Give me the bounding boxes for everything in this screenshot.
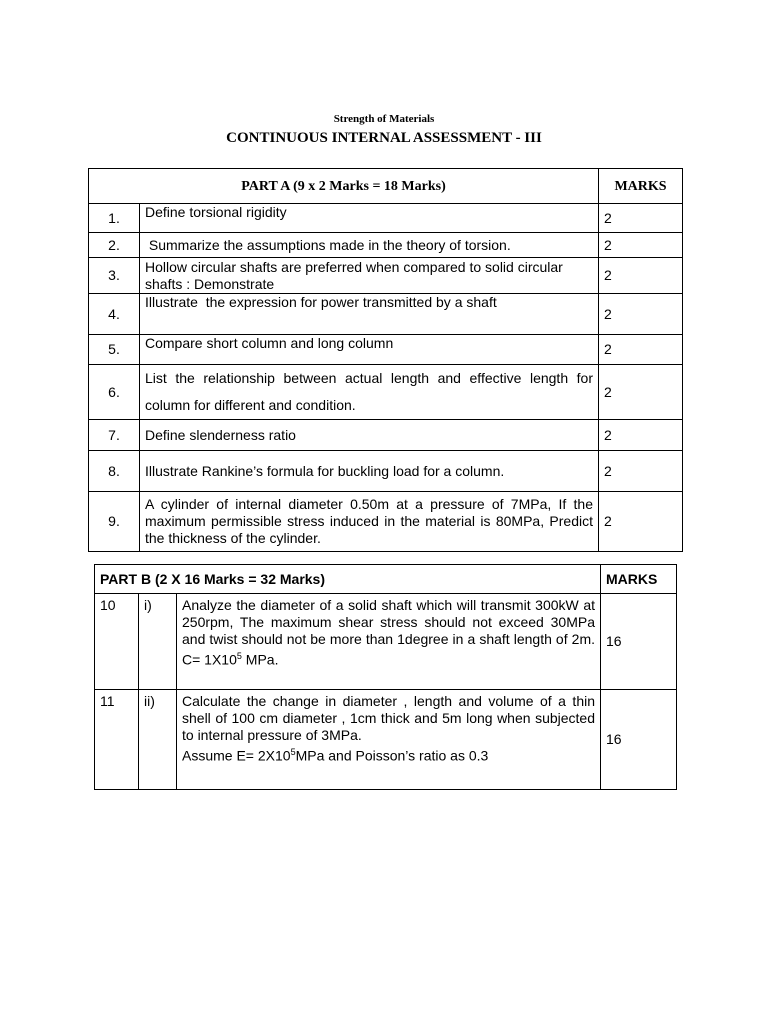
question-number: 3. <box>89 258 140 294</box>
question-number: 7. <box>89 420 140 451</box>
question-text <box>177 690 601 790</box>
table-row <box>89 365 683 420</box>
part-b-marks-header: MARKS <box>601 565 677 594</box>
question-number: 9. <box>89 492 140 552</box>
question-number: 6. <box>89 365 140 420</box>
question-marks: 2 <box>599 365 683 420</box>
assessment-title: CONTINUOUS INTERNAL ASSESSMENT - III <box>226 130 542 146</box>
question-number: 8. <box>89 451 140 492</box>
question-marks: 16 <box>601 594 677 690</box>
table-row <box>89 258 683 294</box>
question-text-line2-pre: Assume E= 2X10 <box>182 747 291 764</box>
question-text: Illustrate the expression for power transmitted by a shaft <box>140 294 599 335</box>
question-number: 4. <box>89 294 140 335</box>
question-marks: 2 <box>599 335 683 365</box>
subject-title: Strength of Materials <box>333 113 435 125</box>
question-number: 10 <box>95 594 139 690</box>
part-a-table <box>88 168 683 552</box>
table-row <box>89 294 683 335</box>
question-text <box>177 594 601 690</box>
question-text: A cylinder of internal diameter 0.50m at a pressure of 7MPa, If the maximum permissible stress induced in the material is 80MPa, Predict the thickness of the cylinder. <box>140 492 599 552</box>
table-row <box>89 451 683 492</box>
question-number: 1. <box>89 204 140 233</box>
question-marks: 2 <box>599 294 683 335</box>
question-marks: 2 <box>599 420 683 451</box>
part-a-title: PART A (9 x 2 Marks = 18 Marks) <box>89 169 599 204</box>
question-marks: 2 <box>599 451 683 492</box>
question-number: 2. <box>89 233 140 258</box>
question-number: 5. <box>89 335 140 365</box>
question-marks: 2 <box>599 204 683 233</box>
question-text: Hollow circular shafts are preferred when compared to solid circular shafts : Demonstrate <box>140 258 599 294</box>
table-row <box>89 335 683 365</box>
exponent: 5 <box>290 747 296 757</box>
question-marks: 2 <box>599 233 683 258</box>
question-text-main: Analyze the diameter of a solid shaft which will transmit 300kW at 250rpm, The maximum shear stress should not exceed 30MPa and twist should not be more than 1degree in a shaft length of 2m. C= 1X10 <box>182 597 595 668</box>
part-b-header-row <box>95 565 677 594</box>
table-row <box>89 204 683 233</box>
question-text-main: Calculate the change in diameter , length and volume of a thin shell of 100 cm diameter , 1cm thick and 5m long when subjected to internal pressure of 3MPa. <box>182 693 595 743</box>
question-text-line2-post: MPa and Poisson’s ratio as 0.3 <box>295 747 489 764</box>
question-text: Compare short column and long column <box>140 335 599 365</box>
table-row <box>95 690 677 790</box>
question-text: Summarize the assumptions made in the theory of torsion. <box>140 233 599 258</box>
table-row <box>89 233 683 258</box>
table-row <box>89 420 683 451</box>
question-text: Illustrate Rankine’s formula for buckling load for a column. <box>140 451 599 492</box>
question-subpart: i) <box>139 594 177 690</box>
table-row <box>95 594 677 690</box>
question-marks: 2 <box>599 258 683 294</box>
exponent: 5 <box>236 651 242 661</box>
question-marks: 16 <box>601 690 677 790</box>
question-text: List the relationship between actual length and effective length for column for different and condition. <box>140 365 599 420</box>
question-subpart: ii) <box>139 690 177 790</box>
part-a-marks-header: MARKS <box>599 169 683 204</box>
part-b-title: PART B (2 X 16 Marks = 32 Marks) <box>95 565 601 594</box>
question-text: Define slenderness ratio <box>140 420 599 451</box>
question-text: Define torsional rigidity <box>140 204 599 233</box>
part-b-table <box>94 564 677 790</box>
question-text-tail: MPa. <box>241 651 279 668</box>
table-row <box>89 492 683 552</box>
question-number: 11 <box>95 690 139 790</box>
page-header <box>0 112 768 148</box>
question-marks: 2 <box>599 492 683 552</box>
part-a-header-row <box>89 169 683 204</box>
